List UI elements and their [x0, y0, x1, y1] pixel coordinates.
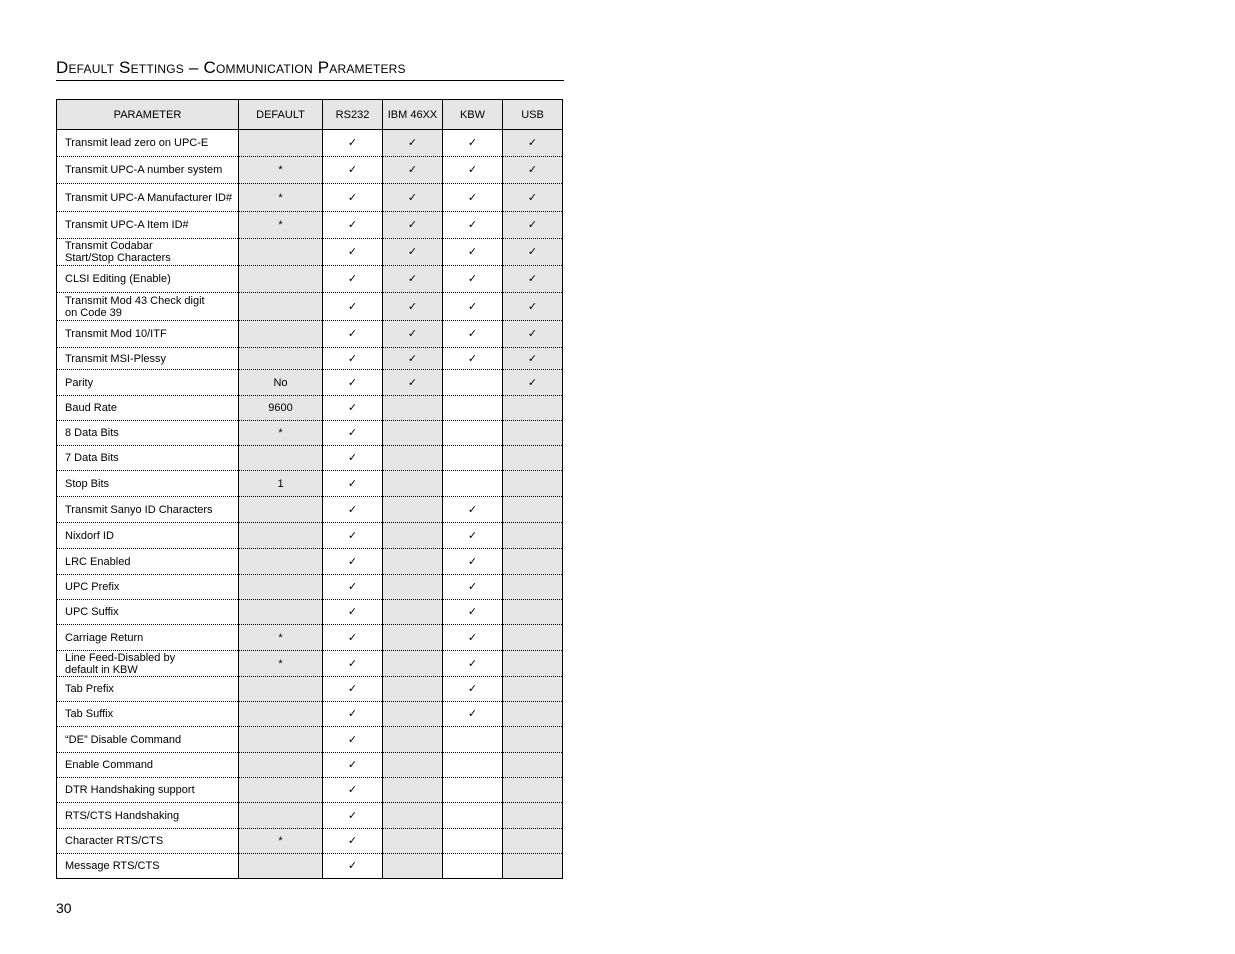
cell-usb [503, 446, 563, 471]
cell-usb [503, 575, 563, 600]
table-row [57, 370, 563, 396]
header-parameter: PARAMETER [57, 100, 239, 130]
cell-default [239, 321, 323, 348]
table-row [57, 396, 563, 421]
cell-ibm-46xx [383, 600, 443, 625]
cell-rs232: ✓ [323, 702, 383, 727]
cell-parameter: 8 Data Bits [57, 421, 239, 446]
table-row [57, 600, 563, 625]
cell-rs232: ✓ [323, 212, 383, 239]
table-row [57, 471, 563, 497]
cell-kbw [443, 370, 503, 396]
cell-default [239, 497, 323, 523]
cell-default [239, 803, 323, 829]
cell-parameter: 7 Data Bits [57, 446, 239, 471]
cell-ibm-46xx: ✓ [383, 157, 443, 184]
cell-usb [503, 625, 563, 651]
cell-ibm-46xx [383, 753, 443, 778]
cell-parameter: RTS/CTS Handshaking [57, 803, 239, 829]
cell-ibm-46xx: ✓ [383, 370, 443, 396]
cell-default [239, 523, 323, 549]
cell-usb [503, 753, 563, 778]
cell-ibm-46xx: ✓ [383, 239, 443, 266]
table-row [57, 293, 563, 321]
cell-rs232: ✓ [323, 396, 383, 421]
cell-ibm-46xx [383, 523, 443, 549]
cell-kbw: ✓ [443, 497, 503, 523]
cell-usb [503, 396, 563, 421]
cell-default [239, 727, 323, 753]
cell-ibm-46xx [383, 702, 443, 727]
cell-parameter: Transmit lead zero on UPC-E [57, 130, 239, 157]
cell-default: * [239, 625, 323, 651]
cell-usb [503, 803, 563, 829]
cell-rs232: ✓ [323, 497, 383, 523]
cell-kbw: ✓ [443, 266, 503, 293]
cell-parameter: UPC Suffix [57, 600, 239, 625]
cell-kbw: ✓ [443, 651, 503, 677]
cell-parameter: Enable Command [57, 753, 239, 778]
table-row [57, 625, 563, 651]
cell-ibm-46xx: ✓ [383, 348, 443, 370]
cell-rs232: ✓ [323, 184, 383, 212]
cell-parameter: UPC Prefix [57, 575, 239, 600]
cell-default [239, 854, 323, 879]
cell-parameter: Transmit UPC-A Manufacturer ID# [57, 184, 239, 212]
cell-default: * [239, 212, 323, 239]
cell-kbw: ✓ [443, 212, 503, 239]
cell-kbw [443, 854, 503, 879]
cell-parameter: Transmit Mod 10/ITF [57, 321, 239, 348]
table-row [57, 677, 563, 702]
cell-parameter: Transmit Codabar Start/Stop Characters [57, 239, 239, 266]
cell-ibm-46xx [383, 421, 443, 446]
cell-rs232: ✓ [323, 157, 383, 184]
cell-rs232: ✓ [323, 677, 383, 702]
table-row [57, 157, 563, 184]
cell-default: No [239, 370, 323, 396]
cell-rs232: ✓ [323, 854, 383, 879]
cell-default [239, 348, 323, 370]
cell-usb: ✓ [503, 239, 563, 266]
table-row [57, 421, 563, 446]
cell-default [239, 549, 323, 575]
table-row [57, 321, 563, 348]
cell-kbw [443, 446, 503, 471]
cell-parameter: Parity [57, 370, 239, 396]
cell-kbw [443, 778, 503, 803]
cell-rs232: ✓ [323, 266, 383, 293]
cell-ibm-46xx: ✓ [383, 184, 443, 212]
communication-parameters-table [56, 99, 563, 879]
header-kbw: KBW [443, 100, 503, 130]
cell-rs232: ✓ [323, 321, 383, 348]
cell-rs232: ✓ [323, 130, 383, 157]
cell-usb [503, 677, 563, 702]
cell-ibm-46xx [383, 549, 443, 575]
cell-parameter: Transmit UPC-A number system [57, 157, 239, 184]
cell-usb [503, 727, 563, 753]
cell-usb [503, 549, 563, 575]
cell-usb: ✓ [503, 212, 563, 239]
cell-parameter: Line Feed-Disabled by default in KBW [57, 651, 239, 677]
cell-parameter: Tab Suffix [57, 702, 239, 727]
cell-default [239, 266, 323, 293]
cell-kbw: ✓ [443, 293, 503, 321]
cell-usb: ✓ [503, 321, 563, 348]
cell-kbw [443, 829, 503, 854]
cell-rs232: ✓ [323, 239, 383, 266]
cell-default: * [239, 184, 323, 212]
cell-kbw [443, 753, 503, 778]
cell-ibm-46xx [383, 778, 443, 803]
cell-rs232: ✓ [323, 803, 383, 829]
cell-kbw: ✓ [443, 600, 503, 625]
cell-kbw: ✓ [443, 348, 503, 370]
cell-usb: ✓ [503, 293, 563, 321]
cell-kbw: ✓ [443, 625, 503, 651]
table-row [57, 778, 563, 803]
table-row [57, 266, 563, 293]
cell-rs232: ✓ [323, 421, 383, 446]
cell-ibm-46xx [383, 497, 443, 523]
cell-kbw [443, 421, 503, 446]
cell-ibm-46xx: ✓ [383, 266, 443, 293]
cell-rs232: ✓ [323, 293, 383, 321]
cell-ibm-46xx: ✓ [383, 293, 443, 321]
cell-usb [503, 421, 563, 446]
table-row [57, 497, 563, 523]
cell-usb: ✓ [503, 266, 563, 293]
cell-kbw [443, 803, 503, 829]
cell-parameter: Transmit UPC-A Item ID# [57, 212, 239, 239]
cell-kbw: ✓ [443, 549, 503, 575]
table-body [57, 130, 563, 879]
cell-rs232: ✓ [323, 348, 383, 370]
cell-rs232: ✓ [323, 600, 383, 625]
cell-parameter: LRC Enabled [57, 549, 239, 575]
cell-default [239, 600, 323, 625]
cell-default [239, 130, 323, 157]
cell-rs232: ✓ [323, 575, 383, 600]
table-row [57, 239, 563, 266]
cell-parameter: CLSI Editing (Enable) [57, 266, 239, 293]
cell-parameter: Transmit MSI-Plessy [57, 348, 239, 370]
cell-usb [503, 702, 563, 727]
cell-default [239, 702, 323, 727]
cell-default [239, 677, 323, 702]
cell-default: * [239, 157, 323, 184]
cell-ibm-46xx [383, 677, 443, 702]
cell-usb [503, 854, 563, 879]
table-header-row [57, 100, 563, 130]
cell-ibm-46xx [383, 727, 443, 753]
cell-ibm-46xx [383, 575, 443, 600]
cell-default: * [239, 651, 323, 677]
cell-usb [503, 651, 563, 677]
cell-kbw: ✓ [443, 157, 503, 184]
cell-rs232: ✓ [323, 753, 383, 778]
cell-rs232: ✓ [323, 471, 383, 497]
cell-rs232: ✓ [323, 549, 383, 575]
cell-kbw [443, 396, 503, 421]
cell-default [239, 239, 323, 266]
cell-kbw: ✓ [443, 575, 503, 600]
cell-rs232: ✓ [323, 651, 383, 677]
cell-parameter: Transmit Mod 43 Check digit on Code 39 [57, 293, 239, 321]
cell-parameter: Stop Bits [57, 471, 239, 497]
cell-default: 9600 [239, 396, 323, 421]
cell-rs232: ✓ [323, 778, 383, 803]
cell-ibm-46xx [383, 446, 443, 471]
table-row [57, 184, 563, 212]
page-title: Default Settings – Communication Parameters [56, 58, 564, 81]
cell-parameter: Nixdorf ID [57, 523, 239, 549]
cell-ibm-46xx [383, 829, 443, 854]
table-row [57, 727, 563, 753]
cell-usb [503, 471, 563, 497]
cell-usb: ✓ [503, 184, 563, 212]
cell-usb [503, 829, 563, 854]
cell-parameter: DTR Handshaking support [57, 778, 239, 803]
cell-kbw: ✓ [443, 239, 503, 266]
cell-rs232: ✓ [323, 523, 383, 549]
table-row [57, 549, 563, 575]
cell-ibm-46xx: ✓ [383, 130, 443, 157]
cell-rs232: ✓ [323, 370, 383, 396]
table-row [57, 651, 563, 677]
cell-parameter: Baud Rate [57, 396, 239, 421]
cell-ibm-46xx: ✓ [383, 212, 443, 239]
cell-default [239, 778, 323, 803]
cell-default: * [239, 421, 323, 446]
cell-usb [503, 600, 563, 625]
cell-rs232: ✓ [323, 727, 383, 753]
table-row [57, 212, 563, 239]
cell-ibm-46xx [383, 471, 443, 497]
table-row [57, 348, 563, 370]
cell-ibm-46xx [383, 625, 443, 651]
cell-kbw: ✓ [443, 321, 503, 348]
cell-parameter: Character RTS/CTS [57, 829, 239, 854]
cell-parameter: “DE” Disable Command [57, 727, 239, 753]
table-row [57, 803, 563, 829]
cell-default: 1 [239, 471, 323, 497]
cell-default [239, 293, 323, 321]
cell-default [239, 446, 323, 471]
table-row [57, 702, 563, 727]
cell-rs232: ✓ [323, 829, 383, 854]
cell-default [239, 575, 323, 600]
header-usb: USB [503, 100, 563, 130]
table-row [57, 753, 563, 778]
cell-ibm-46xx [383, 396, 443, 421]
table-row [57, 575, 563, 600]
cell-ibm-46xx [383, 651, 443, 677]
cell-parameter: Message RTS/CTS [57, 854, 239, 879]
cell-rs232: ✓ [323, 446, 383, 471]
cell-default: * [239, 829, 323, 854]
cell-kbw [443, 471, 503, 497]
cell-parameter: Tab Prefix [57, 677, 239, 702]
cell-parameter: Carriage Return [57, 625, 239, 651]
header-rs232: RS232 [323, 100, 383, 130]
cell-usb [503, 523, 563, 549]
cell-usb: ✓ [503, 370, 563, 396]
cell-ibm-46xx [383, 854, 443, 879]
cell-kbw: ✓ [443, 677, 503, 702]
cell-ibm-46xx [383, 803, 443, 829]
table-row [57, 829, 563, 854]
cell-ibm-46xx: ✓ [383, 321, 443, 348]
table-row [57, 130, 563, 157]
cell-default [239, 753, 323, 778]
cell-usb [503, 497, 563, 523]
cell-kbw [443, 727, 503, 753]
cell-kbw: ✓ [443, 523, 503, 549]
cell-usb: ✓ [503, 157, 563, 184]
cell-usb: ✓ [503, 130, 563, 157]
cell-parameter: Transmit Sanyo ID Characters [57, 497, 239, 523]
page-number: 30 [56, 900, 72, 916]
table-row [57, 523, 563, 549]
header-default: DEFAULT [239, 100, 323, 130]
table-row [57, 854, 563, 879]
header-ibm-46xx: IBM 46XX [383, 100, 443, 130]
cell-kbw: ✓ [443, 130, 503, 157]
cell-rs232: ✓ [323, 625, 383, 651]
table-row [57, 446, 563, 471]
cell-kbw: ✓ [443, 184, 503, 212]
cell-kbw: ✓ [443, 702, 503, 727]
cell-usb [503, 778, 563, 803]
cell-usb: ✓ [503, 348, 563, 370]
